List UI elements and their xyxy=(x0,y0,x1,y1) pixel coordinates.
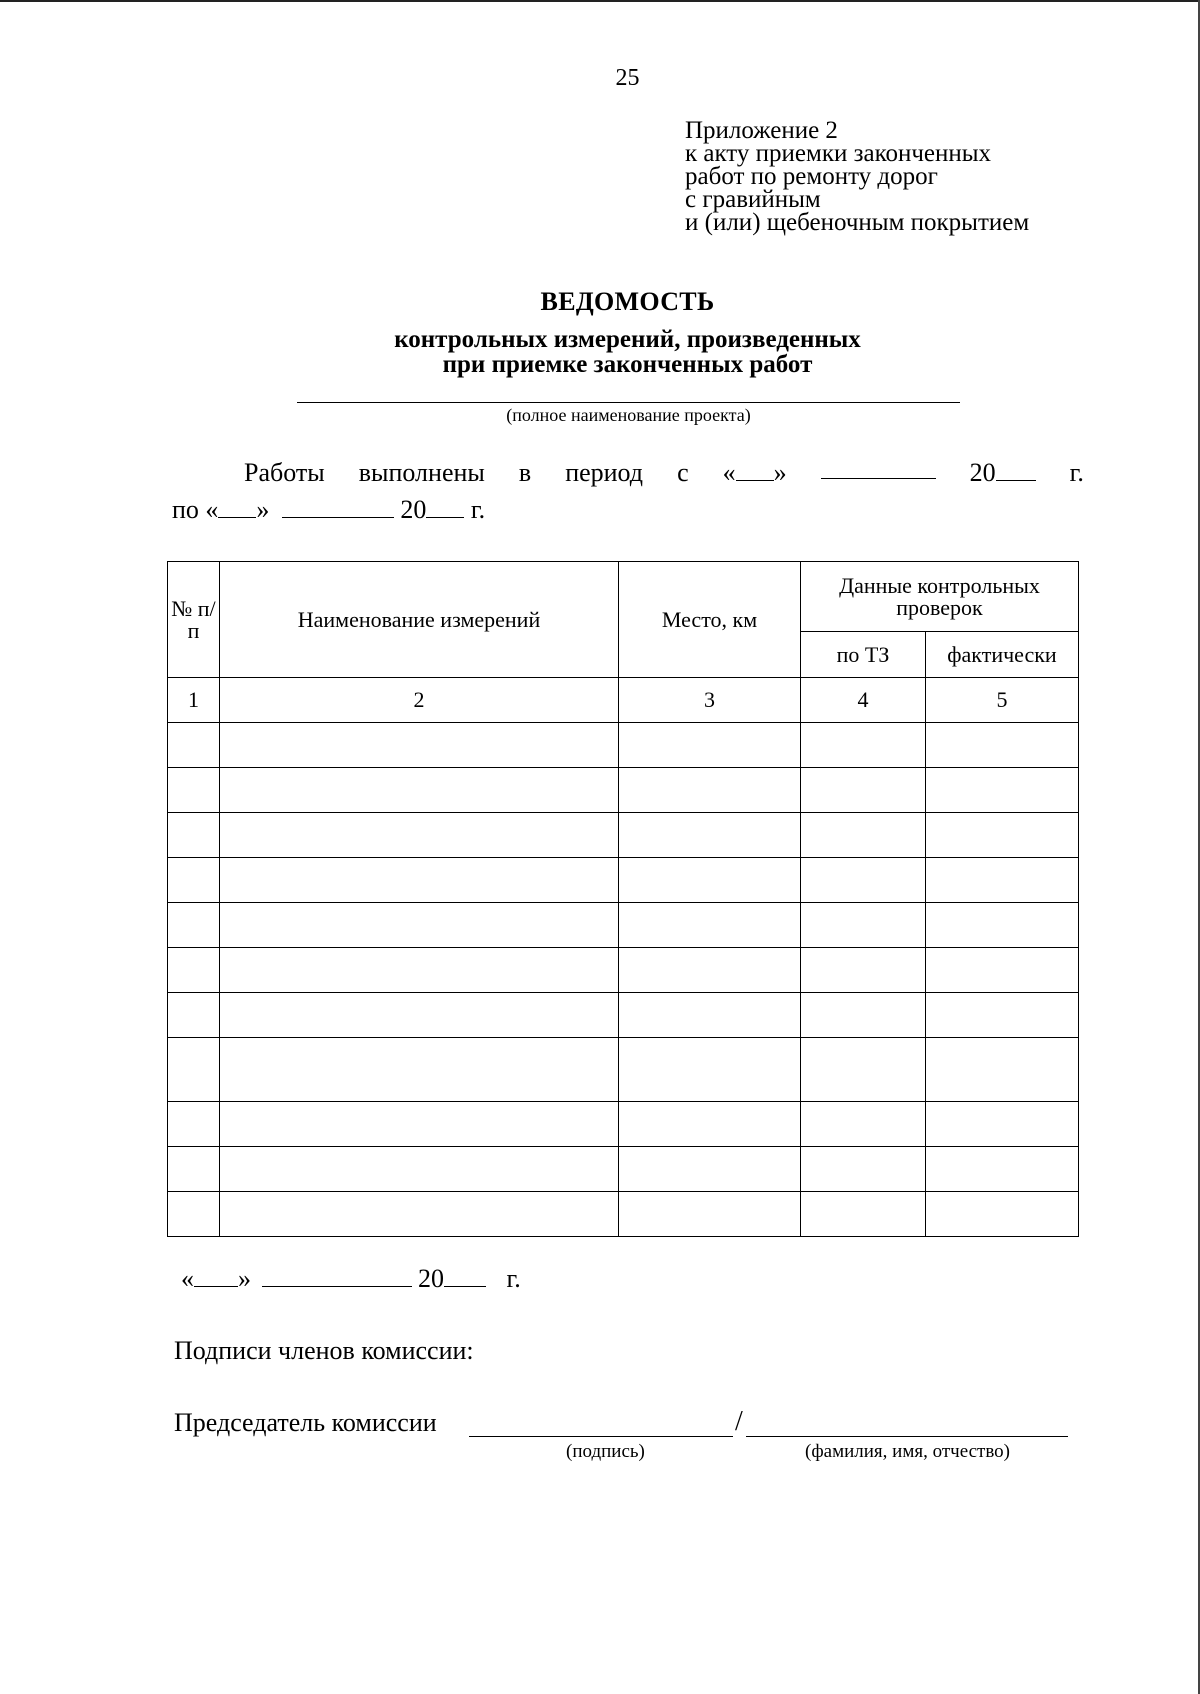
start-month-field[interactable] xyxy=(821,458,936,479)
measurements-table xyxy=(167,561,1079,1237)
table-cell[interactable] xyxy=(619,1147,801,1192)
table-cell[interactable] xyxy=(168,903,220,948)
table-cell[interactable] xyxy=(168,1147,220,1192)
page-border-top xyxy=(0,0,1200,2)
table-cell[interactable] xyxy=(220,1147,619,1192)
period-line-2: по « » 20 г. xyxy=(172,495,486,524)
end-month-field[interactable] xyxy=(282,497,394,518)
table-cell[interactable] xyxy=(926,813,1079,858)
header-measurement-name: Наименование измерений xyxy=(220,562,619,678)
header-place: Место, км xyxy=(619,562,801,678)
chairman-label: Председатель комиссии xyxy=(174,1408,437,1437)
table-cell[interactable] xyxy=(801,1147,926,1192)
end-day-field[interactable] xyxy=(218,497,256,518)
date-month-field[interactable] xyxy=(262,1266,412,1287)
document-title: ВЕДОМОСТЬ xyxy=(540,287,715,316)
start-year: 20 xyxy=(970,458,1036,488)
table-cell[interactable] xyxy=(926,1192,1079,1237)
table-cell[interactable] xyxy=(168,1192,220,1237)
appendix-line: работ по ремонту дорог xyxy=(685,163,938,190)
table-cell[interactable] xyxy=(168,948,220,993)
table-cell[interactable] xyxy=(619,1038,801,1102)
appendix-line: с гравийным xyxy=(685,186,821,213)
table-cell[interactable] xyxy=(619,1102,801,1147)
column-number-row xyxy=(168,678,1079,723)
table-cell[interactable] xyxy=(619,993,801,1038)
table-cell[interactable] xyxy=(168,1102,220,1147)
table-row xyxy=(168,1192,1079,1237)
table-cell[interactable] xyxy=(168,723,220,768)
table-cell[interactable] xyxy=(168,1038,220,1102)
table-row xyxy=(168,768,1079,813)
appendix-line: и (или) щебеночным покрытием xyxy=(685,209,1030,236)
signature-separator: / xyxy=(735,1406,743,1437)
table-cell[interactable] xyxy=(619,1192,801,1237)
table-cell[interactable] xyxy=(801,993,926,1038)
table-cell[interactable] xyxy=(619,723,801,768)
table-cell[interactable] xyxy=(220,1102,619,1147)
project-name-field[interactable] xyxy=(297,402,960,403)
header-actual: фактически xyxy=(926,632,1079,678)
table-row xyxy=(168,993,1079,1038)
chairman-name-field[interactable] xyxy=(746,1436,1068,1437)
period-line-1 xyxy=(244,458,1084,488)
table-body xyxy=(168,723,1079,1237)
signatures-label: Подписи членов комиссии: xyxy=(174,1336,474,1365)
start-year-field[interactable] xyxy=(996,460,1036,481)
subtitle-line-1: контрольных измерений, произведенных xyxy=(394,326,861,353)
table-cell[interactable] xyxy=(926,1147,1079,1192)
table-cell[interactable] xyxy=(926,948,1079,993)
period-word: Работы xyxy=(244,458,325,487)
table-cell[interactable] xyxy=(801,903,926,948)
header-control-data: Данные контрольных проверок xyxy=(801,562,1079,632)
table-row xyxy=(168,1147,1079,1192)
table-cell[interactable] xyxy=(801,723,926,768)
table-cell[interactable] xyxy=(801,768,926,813)
table-row xyxy=(168,813,1079,858)
page-number: 25 xyxy=(615,65,640,91)
table-row xyxy=(168,1038,1079,1102)
table-cell[interactable] xyxy=(220,903,619,948)
table-cell[interactable] xyxy=(220,723,619,768)
table-cell[interactable] xyxy=(220,1192,619,1237)
table-cell[interactable] xyxy=(220,858,619,903)
table-cell[interactable] xyxy=(168,858,220,903)
table-cell[interactable] xyxy=(926,993,1079,1038)
date-line: « » 20 г. xyxy=(181,1264,521,1293)
measurements-table-wrap xyxy=(167,561,1079,1237)
date-day-field[interactable] xyxy=(194,1266,238,1287)
appendix-line: к акту приемки законченных xyxy=(685,140,992,167)
table-cell[interactable] xyxy=(619,903,801,948)
table-row xyxy=(168,1102,1079,1147)
table-cell[interactable] xyxy=(619,858,801,903)
table-cell[interactable] xyxy=(801,948,926,993)
header-number: № п/п xyxy=(168,562,220,678)
end-year-field[interactable] xyxy=(426,497,464,518)
start-day: « » xyxy=(722,458,787,487)
table-cell[interactable] xyxy=(619,948,801,993)
period-word: в xyxy=(518,458,532,487)
column-number: 4 xyxy=(801,678,926,723)
table-cell[interactable] xyxy=(801,858,926,903)
table-cell[interactable] xyxy=(801,1102,926,1147)
year-suffix: г. xyxy=(1069,458,1084,487)
chairman-signature-field[interactable] xyxy=(469,1436,733,1437)
table-cell[interactable] xyxy=(220,1038,619,1102)
date-year-field[interactable] xyxy=(444,1266,486,1287)
column-number: 5 xyxy=(926,678,1079,723)
table-cell[interactable] xyxy=(619,813,801,858)
table-cell[interactable] xyxy=(801,1192,926,1237)
table-cell[interactable] xyxy=(926,723,1079,768)
table-cell[interactable] xyxy=(220,813,619,858)
table-cell[interactable] xyxy=(926,1102,1079,1147)
header-by-tz: по ТЗ xyxy=(801,632,926,678)
table-row xyxy=(168,948,1079,993)
table-cell[interactable] xyxy=(801,813,926,858)
table-cell[interactable] xyxy=(801,1038,926,1102)
project-name-caption: (полное наименование проекта) xyxy=(506,405,751,425)
table-cell[interactable] xyxy=(220,993,619,1038)
appendix-note xyxy=(685,119,1029,234)
table-row xyxy=(168,858,1079,903)
signature-caption: (подпись) xyxy=(566,1441,645,1462)
document-subtitle xyxy=(0,327,1200,377)
table-cell[interactable] xyxy=(220,948,619,993)
full-name-caption: (фамилия, имя, отчество) xyxy=(805,1441,1011,1462)
column-number: 3 xyxy=(619,678,801,723)
table-cell[interactable] xyxy=(220,768,619,813)
period-word: с xyxy=(677,458,689,487)
start-day-field[interactable] xyxy=(736,460,774,481)
subtitle-line-2: при приемке законченных работ xyxy=(442,351,813,378)
period-word: выполнены xyxy=(358,458,485,487)
column-number: 1 xyxy=(168,678,220,723)
table-cell[interactable] xyxy=(926,858,1079,903)
table-cell[interactable] xyxy=(926,903,1079,948)
table-cell[interactable] xyxy=(168,993,220,1038)
table-cell[interactable] xyxy=(926,768,1079,813)
table-row xyxy=(168,903,1079,948)
table-cell[interactable] xyxy=(168,813,220,858)
period-word: период xyxy=(565,458,644,487)
table-cell[interactable] xyxy=(168,768,220,813)
table-cell[interactable] xyxy=(619,768,801,813)
appendix-line: Приложение 2 xyxy=(685,117,838,144)
table-row xyxy=(168,723,1079,768)
table-cell[interactable] xyxy=(926,1038,1079,1102)
column-number: 2 xyxy=(220,678,619,723)
